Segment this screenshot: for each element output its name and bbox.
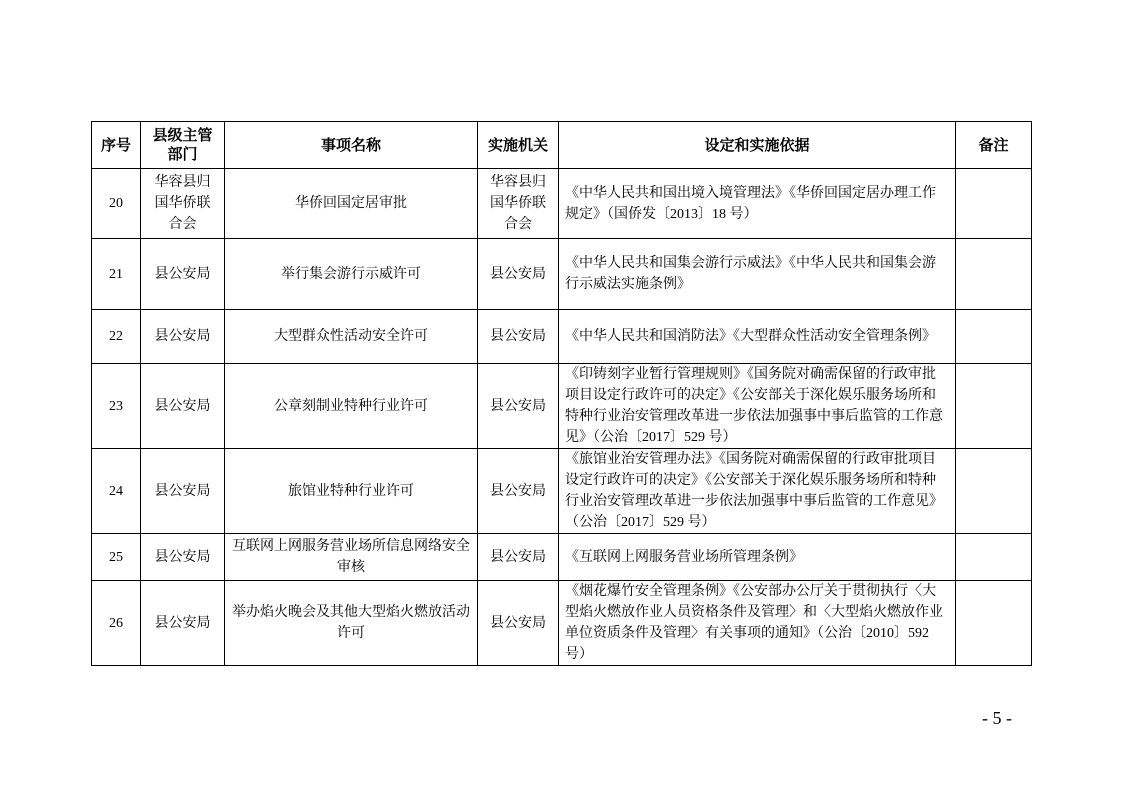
- table-row: [92, 449, 1032, 534]
- agency: 县公安局: [478, 239, 559, 310]
- department: 县公安局: [141, 364, 225, 449]
- item-name: 举办焰火晚会及其他大型焰火燃放活动许可: [225, 581, 478, 666]
- item-name: 公章刻制业特种行业许可: [225, 364, 478, 449]
- header-agency: 实施机关: [478, 122, 559, 169]
- table-row: [92, 310, 1032, 364]
- row-number: 20: [92, 169, 141, 239]
- department: 县公安局: [141, 239, 225, 310]
- header-department: 县级主管部门: [141, 122, 225, 169]
- legal-basis: 《中华人民共和国集会游行示威法》《中华人民共和国集会游行示威法实施条例》: [559, 239, 956, 310]
- item-name: 互联网上网服务营业场所信息网络安全审核: [225, 534, 478, 581]
- item-name: 举行集会游行示威许可: [225, 239, 478, 310]
- department: 县公安局: [141, 534, 225, 581]
- header-sequence-number: 序号: [92, 122, 141, 169]
- table-row: [92, 581, 1032, 666]
- agency: 县公安局: [478, 534, 559, 581]
- table-row: [92, 239, 1032, 310]
- department: 县公安局: [141, 581, 225, 666]
- table-header-row: [92, 122, 1032, 169]
- agency: 县公安局: [478, 364, 559, 449]
- row-number: 24: [92, 449, 141, 534]
- approval-items-table: [91, 121, 1032, 666]
- remarks: [956, 364, 1032, 449]
- remarks: [956, 581, 1032, 666]
- remarks: [956, 310, 1032, 364]
- legal-basis: 《烟花爆竹安全管理条例》《公安部办公厅关于贯彻执行〈大型焰火燃放作业人员资格条件及管理〉和〈大型焰火燃放作业单位资质条件及管理〉有关事项的通知》（公治〔2010〕592 号）: [559, 581, 956, 666]
- agency: 县公安局: [478, 310, 559, 364]
- item-name: 华侨回国定居审批: [225, 169, 478, 239]
- department: 华容县归国华侨联合会: [141, 169, 225, 239]
- remarks: [956, 534, 1032, 581]
- table-row: [92, 169, 1032, 239]
- legal-basis: 《中华人民共和国出境入境管理法》《华侨回国定居办理工作规定》（国侨发〔2013〕18 号）: [559, 169, 956, 239]
- department: 县公安局: [141, 310, 225, 364]
- item-name: 大型群众性活动安全许可: [225, 310, 478, 364]
- row-number: 23: [92, 364, 141, 449]
- legal-basis: 《旅馆业治安管理办法》《国务院对确需保留的行政审批项目设定行政许可的决定》《公安部关于深化娱乐服务场所和特种行业治安管理改革进一步依法加强事中事后监管的工作意见》（公治〔2017〕529 号）: [559, 449, 956, 534]
- header-remarks: 备注: [956, 122, 1032, 169]
- legal-basis: 《中华人民共和国消防法》《大型群众性活动安全管理条例》: [559, 310, 956, 364]
- table-row: [92, 534, 1032, 581]
- legal-basis: 《印铸刻字业暂行管理规则》《国务院对确需保留的行政审批项目设定行政许可的决定》《公安部关于深化娱乐服务场所和特种行业治安管理改革进一步依法加强事中事后监管的工作意见》（公治〔2017〕529 号）: [559, 364, 956, 449]
- department: 县公安局: [141, 449, 225, 534]
- row-number: 21: [92, 239, 141, 310]
- agency: 县公安局: [478, 449, 559, 534]
- legal-basis: 《互联网上网服务营业场所管理条例》: [559, 534, 956, 581]
- agency: 县公安局: [478, 581, 559, 666]
- header-item-name: 事项名称: [225, 122, 478, 169]
- row-number: 22: [92, 310, 141, 364]
- agency: 华容县归国华侨联合会: [478, 169, 559, 239]
- header-legal-basis: 设定和实施依据: [559, 122, 956, 169]
- item-name: 旅馆业特种行业许可: [225, 449, 478, 534]
- page-number: - 5 -: [982, 708, 1012, 728]
- remarks: [956, 169, 1032, 239]
- remarks: [956, 449, 1032, 534]
- remarks: [956, 239, 1032, 310]
- row-number: 25: [92, 534, 141, 581]
- row-number: 26: [92, 581, 141, 666]
- table-row: [92, 364, 1032, 449]
